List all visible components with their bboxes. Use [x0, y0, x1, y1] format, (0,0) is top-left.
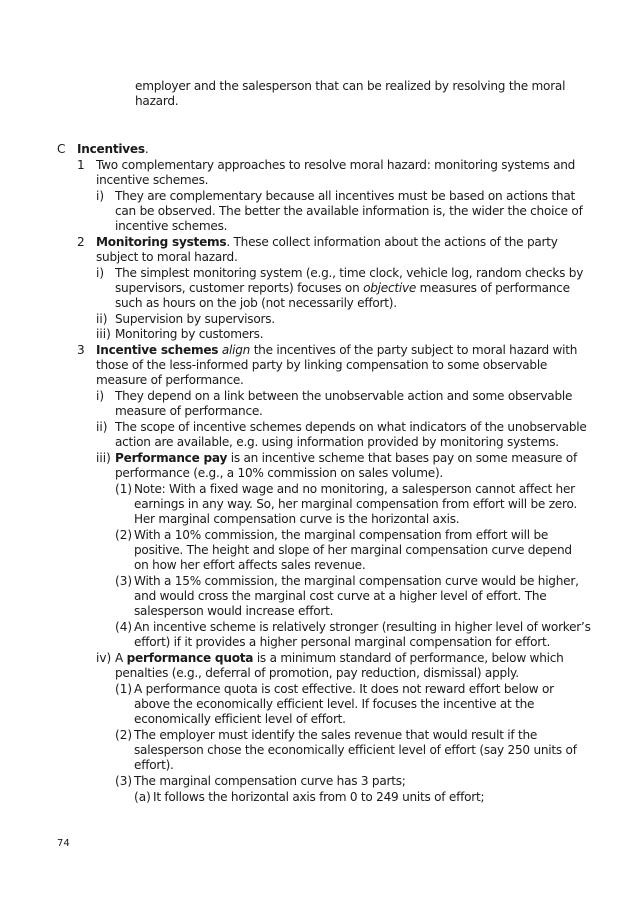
item-2-iii-line-1: Monitoring by customers. — [115, 327, 264, 341]
item-3-iv-line-1-a: A — [115, 651, 127, 665]
objective-term: objective — [363, 281, 417, 295]
item-2-line-1-rest: . These collect information about the actions of the party — [226, 235, 558, 249]
pay-2-number: (2) — [115, 528, 133, 542]
item-3-ii-number: ii) — [96, 420, 108, 434]
quota-3-number: (3) — [115, 774, 133, 788]
item-1-i-line-1: They are complementary because all incentives must be based on actions that — [115, 189, 575, 203]
pay-3-line-3: salesperson would increase effort. — [134, 604, 334, 618]
pay-1-line-3: Her marginal compensation curve is the horizontal axis. — [134, 512, 460, 526]
intro-line-1: employer and the salesperson that can be realized by resolving the moral — [135, 79, 566, 93]
quota-1-line-1: A performance quota is cost effective. It does not reward effort below or — [134, 682, 554, 696]
performance-quota-term: performance quota — [126, 651, 254, 665]
quota-2-number: (2) — [115, 728, 133, 742]
item-3-line-1-rest: the incentives of the party subject to moral hazard with — [250, 343, 578, 357]
page-number: 74 — [57, 838, 70, 849]
item-3-ii-line-2: action are available, e.g. using information provided by monitoring systems. — [115, 435, 559, 449]
item-3-i-line-2: measure of performance. — [115, 404, 263, 418]
item-3-iv-line-1-rest: is a minimum standard of performance, below which — [253, 651, 564, 665]
item-1-line-1: Two complementary approaches to resolve moral hazard: monitoring systems and — [96, 158, 576, 172]
item-1-i-line-3: incentive schemes. — [115, 219, 228, 233]
section-letter: C — [57, 142, 66, 156]
pay-3-number: (3) — [115, 574, 133, 588]
item-2-line-2: subject to moral hazard. — [96, 250, 238, 264]
quota-2-line-1: The employer must identify the sales revenue that would result if the — [134, 728, 538, 742]
item-1-line-2: incentive schemes. — [96, 173, 209, 187]
pay-2-line-1: With a 10% commission, the marginal compensation from effort will be — [134, 528, 549, 542]
item-3-ii-line-1: The scope of incentive schemes depends on what indicators of the unobservable — [115, 420, 587, 434]
item-3-line-1 — [96, 343, 577, 358]
quota-2-line-2: salesperson chose the economically efficient level of effort (say 250 units of — [134, 743, 577, 757]
item-2-i-line-1: The simplest monitoring system (e.g., time clock, vehicle log, random checks by — [115, 266, 584, 280]
pay-4-line-1: An incentive scheme is relatively stronger (resulting in higher level of worker’s — [134, 620, 591, 634]
item-2-line-1 — [96, 235, 558, 250]
item-2-ii-number: ii) — [96, 312, 108, 326]
item-2-iii-number: iii) — [96, 327, 111, 341]
item-2-i-line-2 — [115, 281, 570, 296]
item-2-i-number: i) — [96, 266, 105, 280]
item-2-i-line-3: such as hours on the job (not necessarily effort). — [115, 296, 397, 310]
item-3-i-number: i) — [96, 389, 105, 403]
section-title-suffix: . — [144, 142, 149, 156]
item-2-ii-line-1: Supervision by supervisors. — [115, 312, 275, 326]
quota-3-line-1: The marginal compensation curve has 3 parts; — [134, 774, 406, 788]
align-term: align — [221, 343, 251, 357]
item-3-iii-line-2: performance (e.g., a 10% commission on sales volume). — [115, 466, 444, 480]
item-1-number: 1 — [77, 158, 85, 172]
monitoring-systems-term: Monitoring systems — [96, 235, 227, 249]
pay-1-line-1: Note: With a fixed wage and no monitoring, a salesperson cannot affect her — [134, 482, 575, 496]
quota-1-number: (1) — [115, 682, 133, 696]
pay-2-line-3: on how her effort affects sales revenue. — [134, 558, 366, 572]
item-3-iv-line-2: penalties (e.g., deferral of promotion, pay reduction, dismissal) apply. — [115, 666, 519, 680]
item-3-iv-number: iv) — [96, 651, 112, 665]
item-3-iii-line-1 — [115, 451, 577, 466]
item-2-number: 2 — [77, 235, 85, 249]
quota-1-line-2: above the economically efficient level. If focuses the incentive at the — [134, 697, 535, 711]
item-1-i-line-2: can be observed. The better the available information is, the wider the choice of — [115, 204, 583, 218]
pay-4-number: (4) — [115, 620, 133, 634]
pay-4-line-2: effort) if it provides a higher personal marginal compensation for effort. — [134, 635, 551, 649]
item-3-iv-line-1 — [115, 651, 564, 666]
item-2-i-line-2-b: measures of performance — [416, 281, 570, 295]
pay-3-line-2: and would cross the marginal cost curve at a higher level of effort. The — [134, 589, 547, 603]
item-3-line-2: those of the less-informed party by linking compensation to some observable — [96, 358, 548, 372]
section-heading — [77, 142, 148, 157]
item-1-i-number: i) — [96, 189, 105, 203]
intro-line-2: hazard. — [135, 94, 179, 108]
pay-1-number: (1) — [115, 482, 133, 496]
item-3-line-3: measure of performance. — [96, 373, 244, 387]
quota-2-line-3: effort). — [134, 758, 174, 772]
incentive-schemes-term: Incentive schemes — [96, 343, 219, 357]
pay-2-line-2: positive. The height and slope of her marginal compensation curve depend — [134, 543, 572, 557]
quota-3-a-line-1: It follows the horizontal axis from 0 to 249 units of effort; — [153, 790, 485, 804]
item-3-iii-number: iii) — [96, 451, 111, 465]
section-title: Incentives — [77, 142, 145, 156]
performance-pay-term: Performance pay — [115, 451, 228, 465]
quota-1-line-3: economically efficient level of effort. — [134, 712, 346, 726]
item-3-number: 3 — [77, 343, 85, 357]
pay-1-line-2: earnings in any way. So, her marginal compensation from effort will be zero. — [134, 497, 577, 511]
quota-3-a-number: (a) — [134, 790, 151, 804]
item-3-iii-line-1-rest: is an incentive scheme that bases pay on some measure of — [227, 451, 577, 465]
pay-3-line-1: With a 15% commission, the marginal compensation curve would be higher, — [134, 574, 579, 588]
item-3-i-line-1: They depend on a link between the unobservable action and some observable — [115, 389, 573, 403]
item-2-i-line-2-a: supervisors, customer reports) focuses on — [115, 281, 364, 295]
